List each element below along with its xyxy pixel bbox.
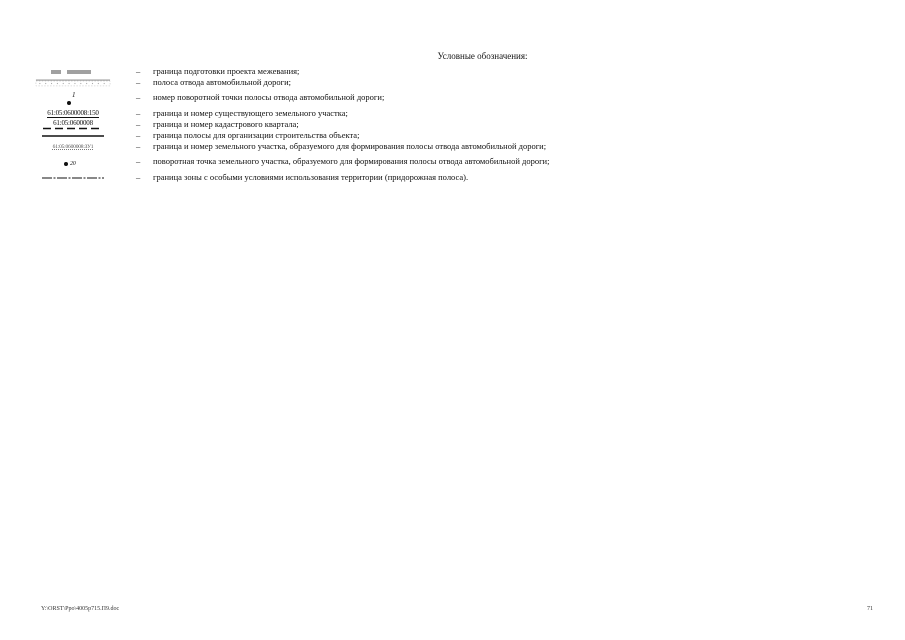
formed-parcel-symbol bbox=[34, 141, 112, 152]
legend-dash: – bbox=[136, 66, 141, 76]
legend-text: граница и номер земельного участка, образуемого для формирования полосы отвода автомобильной дороги; bbox=[153, 141, 547, 151]
legend-text: поворотная точка земельного участка, образуемого для формирования полосы отвода автомобильной дороги; bbox=[153, 156, 550, 166]
legend-text: полоса отвода автомобильной дороги; bbox=[153, 77, 292, 87]
cadastral-block-symbol bbox=[34, 119, 112, 130]
legend-list bbox=[30, 66, 890, 183]
construction-strip-symbol bbox=[34, 130, 112, 141]
legend-text: номер поворотной точки полосы отвода автомобильной дороги; bbox=[153, 92, 385, 102]
legend-text: граница полосы для организации строительства объекта; bbox=[153, 130, 360, 140]
cadastral-block-label: 61:05:0600008 bbox=[53, 119, 93, 127]
legend-item-right-of-way bbox=[30, 77, 890, 88]
turning-point-label: 1 bbox=[72, 91, 76, 99]
parcel-point-dot-icon bbox=[64, 162, 68, 166]
legend-dash: – bbox=[136, 172, 141, 182]
right-of-way-symbol bbox=[34, 77, 112, 88]
legend-text: граница зоны с особыми условиями использования территории (придорожная полоса). bbox=[153, 172, 469, 182]
legend-text: граница и номер кадастрового квартала; bbox=[153, 119, 299, 129]
footer-page-number: 71 bbox=[867, 606, 873, 612]
legend-dash: – bbox=[136, 119, 141, 129]
legend-item-special-zone bbox=[30, 172, 890, 183]
legend-dash: – bbox=[136, 108, 141, 118]
legend-dash: – bbox=[136, 77, 141, 87]
existing-parcel-symbol bbox=[34, 108, 112, 119]
legend-item-formed-parcel bbox=[30, 141, 890, 152]
legend-dash: – bbox=[136, 92, 141, 102]
legend-text: граница подготовки проекта межевания; bbox=[153, 66, 300, 76]
legend-text: граница и номер существующего земельного участка; bbox=[153, 108, 348, 118]
legend-dash: – bbox=[136, 156, 141, 166]
parcel-point-label: 20 bbox=[70, 161, 76, 167]
legend-dash: – bbox=[136, 130, 141, 140]
legend-dash: – bbox=[136, 141, 141, 151]
parcel-point-symbol bbox=[34, 152, 112, 172]
existing-parcel-label: 61:05:0600008:150 bbox=[47, 109, 99, 117]
legend-item-cadastral-block bbox=[30, 119, 890, 130]
legend-title: Условные обозначения: bbox=[437, 51, 528, 61]
footer-file-path: Y:\ORST\Ppo\4005p715.П9.doc bbox=[41, 606, 120, 612]
legend-item-existing-parcel bbox=[30, 108, 890, 119]
survey-boundary-symbol bbox=[34, 66, 112, 77]
turning-point-symbol bbox=[34, 88, 112, 108]
legend-item-survey-boundary bbox=[30, 66, 890, 77]
legend-item-parcel-point bbox=[30, 152, 890, 172]
turning-point-dot-icon bbox=[67, 101, 71, 105]
legend-item-construction-strip bbox=[30, 130, 890, 141]
legend-item-turning-point bbox=[30, 88, 890, 108]
formed-parcel-label: 61:05:0600008:ЗУ1 bbox=[52, 143, 94, 150]
special-zone-symbol bbox=[34, 172, 112, 183]
